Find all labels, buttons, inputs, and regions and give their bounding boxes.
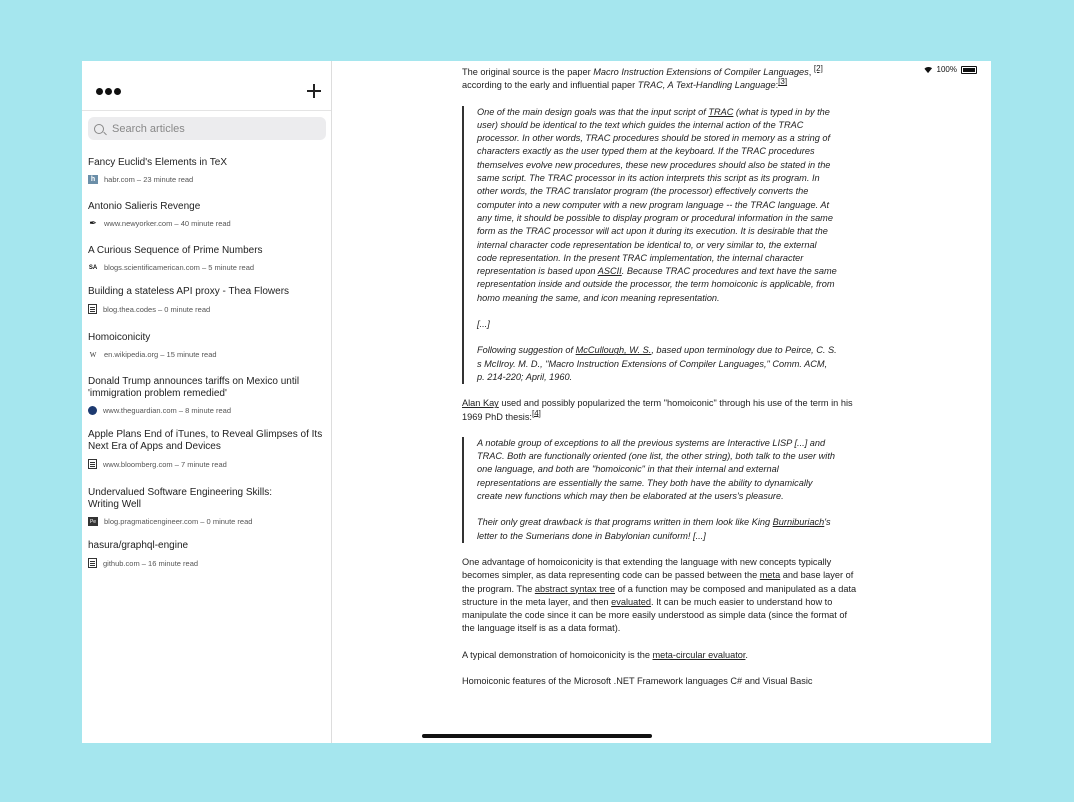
newyorker-icon: ✒: [89, 218, 97, 228]
article-meta: www.bloomberg.com – 7 minute read: [103, 459, 227, 469]
battery-icon: [961, 66, 977, 74]
citation-link-2[interactable]: [2]: [813, 63, 823, 73]
article-sidebar: [82, 61, 332, 743]
paragraph-origin: The original source is the paper Macro Instruction Extensions of Compiler Languages, [2] according to the early and influential paper TRAC, A Text-Handling Language:[3]: [462, 63, 823, 91]
more-options-icon[interactable]: [96, 88, 121, 95]
article-item-primes[interactable]: [88, 245, 328, 272]
article-item-graphql[interactable]: [88, 540, 328, 568]
link-abstract-syntax-tree[interactable]: abstract syntax tree: [534, 583, 616, 594]
article-title: Homoiconicity: [88, 332, 151, 343]
link-alan-kay[interactable]: Alan Kay: [462, 398, 499, 409]
article-meta: blogs.scientificamerican.com – 5 minute read: [104, 263, 255, 272]
link-meta[interactable]: meta: [759, 570, 781, 581]
sciam-icon: SA: [88, 264, 98, 271]
ellipsis-text: [...]: [477, 319, 490, 330]
article-title: Antonio Salieris Revenge: [88, 201, 201, 212]
link-meta-circular-evaluator[interactable]: meta-circular evaluator: [652, 649, 746, 660]
blockquote-trac: One of the main design goals was that the input script of TRAC (what is typed in by the user) should be identical to the text which guides the internal action of the TRAC processor. In other words, TRAC procedures should be stored in memory as a string of characters exactly as the user typed them at the keyboard. If the TRAC procedures themselves evolve new procedures, these new procedures should also be stated in the same script. The TRAC processor in its action interprets this script as its program. In other words, the TRAC translator program (the processor) effectively converts the computer into a new computer with a new program language -- the TRAC language. At any time, it should be possible to display program or procedural information in the same form as the TRAC processor will act upon it during its execution. It is desirable that the internal character code representation be identical to, or very similar to, the external code representation. In the present TRAC implementation, the internal character representation is based upon ASCII. Because TRAC procedures and text have the same representation inside and outside the processor, the term homoiconic is applicable, from homo meaning the same, and icon meaning representation. [...] Following suggestion of McCullough, W. S., based upon terminology due to Peirce, C. S. s McIlroy. M. D., "Macro Instruction Extensions of Compiler Languages," Comm. ACM, p. 214-220; April, 1960.: [462, 106, 837, 385]
search-bar[interactable]: [88, 117, 326, 140]
link-mccullough[interactable]: McCullough, W. S.: [575, 345, 652, 356]
article-meta: www.theguardian.com – 8 minute read: [103, 406, 231, 415]
article-item-tariffs[interactable]: [88, 376, 328, 415]
article-title: Building a stateless API proxy - Thea Flowers: [88, 286, 290, 297]
article-meta: github.com – 16 minute read: [103, 558, 199, 568]
battery-percent: 100%: [936, 65, 957, 74]
paragraph-alan-kay: Alan Kay used and possibly popularized the term "homoiconic" through his use of the term in his 1969 PhD thesis:[4]: [462, 398, 853, 422]
home-indicator[interactable]: [422, 734, 652, 738]
article-meta: blog.thea.codes – 0 minute read: [103, 304, 211, 314]
article-title: A Curious Sequence of Prime Numbers: [88, 245, 263, 256]
add-article-icon[interactable]: [306, 83, 322, 99]
article-title: Donald Trump announces tariffs on Mexico until 'immigration problem remedied': [88, 376, 300, 399]
article-item-writing-well[interactable]: [88, 487, 328, 526]
article-title: Undervalued Software Engineering Skills: Writing Well: [88, 487, 272, 510]
citation-link-3[interactable]: [3]: [778, 77, 788, 87]
article-meta: blog.pragmaticengineer.com – 0 minute read: [104, 517, 253, 526]
ipad-screen: [82, 61, 991, 743]
article-reader: [462, 63, 862, 701]
article-item-euclid[interactable]: [88, 157, 328, 184]
link-evaluated[interactable]: evaluated: [611, 596, 651, 607]
wikipedia-icon: W: [89, 350, 97, 359]
article-item-homoiconicity[interactable]: [88, 332, 328, 359]
sidebar-toolbar: [82, 61, 331, 111]
article-title: Apple Plans End of iTunes, to Reveal Glimpses of Its Next Era of Apps and Devices: [88, 429, 323, 452]
paragraph-advantage: One advantage of homoiconicity is that extending the language with new concepts typically becomes simpler, as data representing code can be passed between the meta and base layer of the program. The abstract syntax tree of a function may be composed and manipulated as a data structure in the meta layer, and then evaluated. It can be much easier to understand how to manipulate the code since it can be more easily understood as simple data (since the format of the language itself is as a data format).: [462, 556, 857, 634]
blockquote-thesis: A notable group of exceptions to all the previous systems are Interactive LISP [...] and TRAC. Both are functionally oriented (one list, the other string), both talk to the user with one language, and both are "homoiconic" in that their internal and external representations are essentially the same. They both have the ability to dynamically create new functions which may then be elaborated at the users's pleasure. Their only great drawback is that programs written in them look like King Burniburiach's letter to the Sumerians done in Babylonian cuniform! [...]: [462, 437, 837, 543]
link-trac[interactable]: TRAC: [708, 106, 734, 117]
paper-title: TRAC, A Text-Handling Language: [637, 80, 776, 91]
document-icon: [88, 558, 97, 568]
article-meta: habr.com – 23 minute read: [104, 175, 194, 184]
paragraph-dotnet: Homoiconic features of the Microsoft .NET Framework languages C# and Visual Basic: [462, 675, 813, 686]
article-title: hasura/graphql-engine: [88, 540, 189, 551]
paper-title: Macro Instruction Extensions of Compiler Languages: [593, 67, 809, 77]
pragmatic-engineer-icon: Pe: [89, 518, 97, 525]
article-meta: www.newyorker.com – 40 minute read: [104, 219, 231, 228]
search-icon: [94, 124, 104, 134]
article-meta: en.wikipedia.org – 15 minute read: [104, 350, 217, 359]
guardian-icon: [88, 406, 97, 415]
wifi-icon: [924, 67, 933, 73]
document-icon: [88, 304, 97, 314]
article-item-api-proxy[interactable]: [88, 286, 328, 314]
citation-link-4[interactable]: [4]: [531, 408, 541, 418]
search-input[interactable]: [110, 122, 314, 136]
link-burniburiach[interactable]: Burniburiach: [772, 517, 825, 528]
link-ascii[interactable]: ASCII: [597, 266, 622, 277]
document-icon: [88, 459, 97, 469]
status-bar-right: [924, 65, 977, 74]
article-title: Fancy Euclid's Elements in TeX: [88, 157, 228, 168]
paragraph-demonstration: A typical demonstration of homoiconicity is the meta-circular evaluator.: [462, 649, 748, 660]
article-item-salieri[interactable]: [88, 201, 328, 228]
habr-icon: h: [88, 175, 98, 184]
article-item-itunes[interactable]: [88, 429, 328, 469]
